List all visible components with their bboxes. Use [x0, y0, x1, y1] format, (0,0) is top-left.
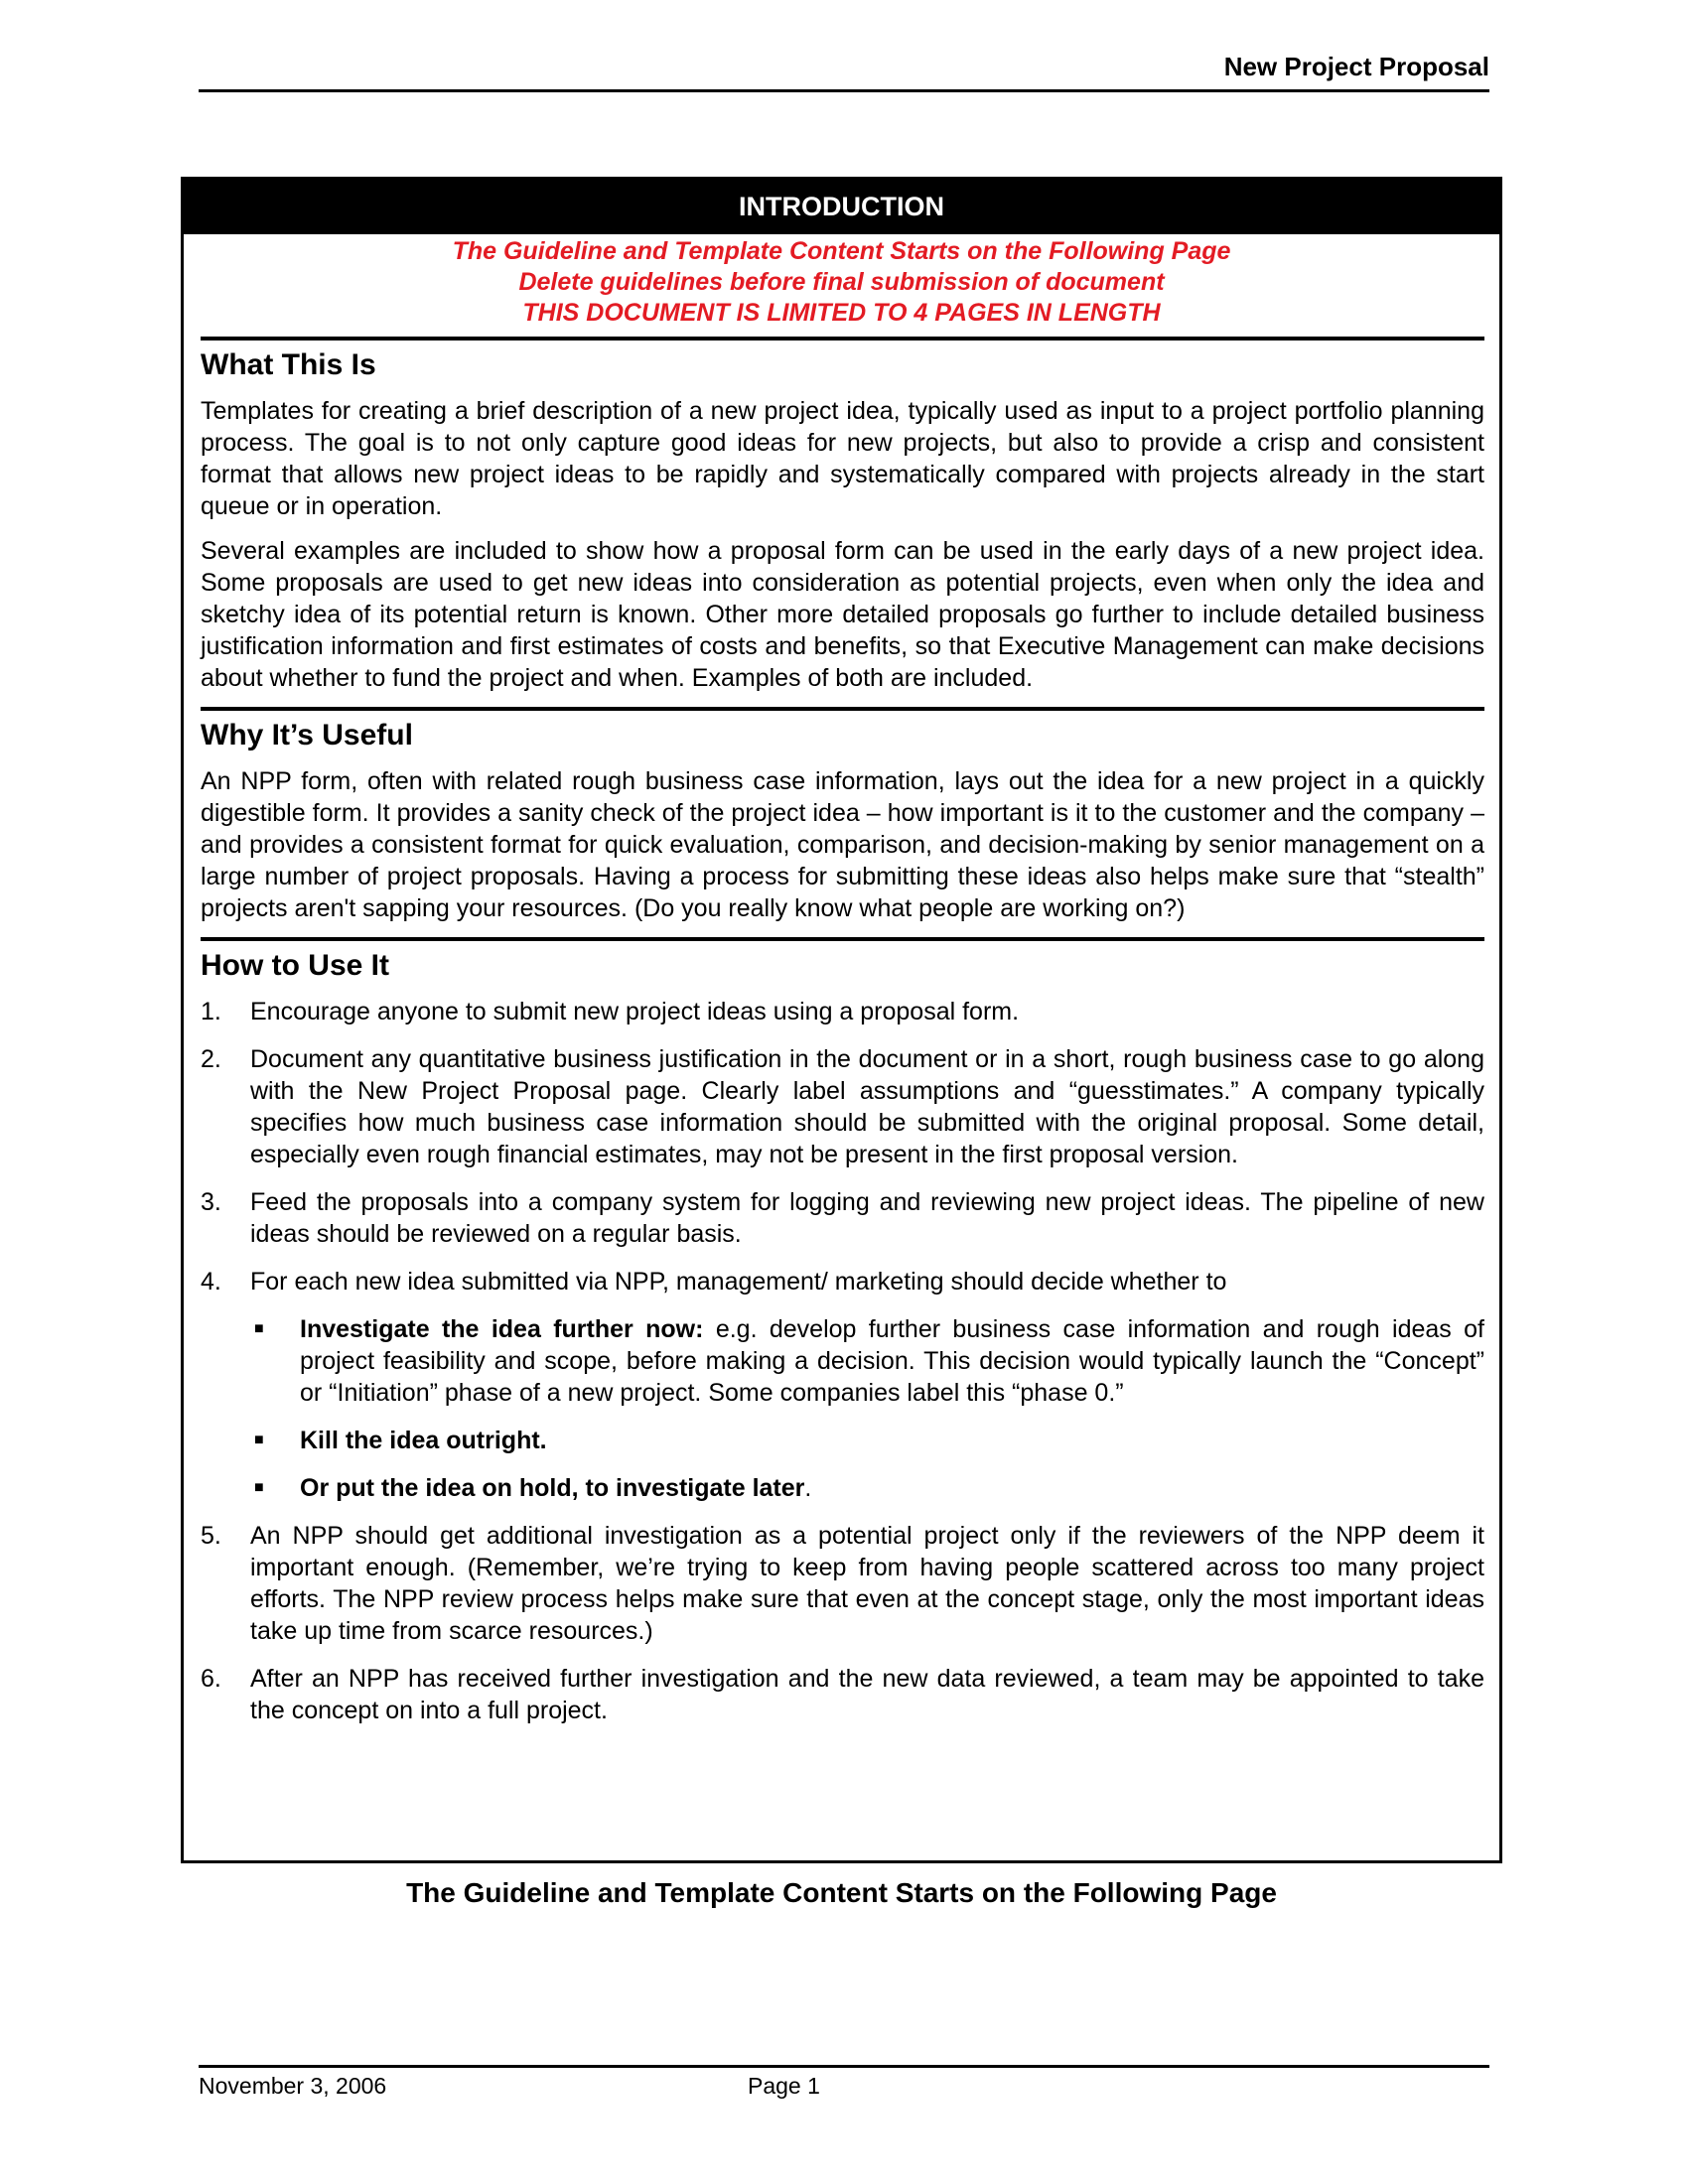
step-text: Document any quantitative business justification in the document or in a short, rough business case to go along with the New Project Proposal page. Clearly label assumptions and “guesstimates.” A company typically specifies how much business case information should be submitted with the original proposal. Some detail, especially even rough financial estimates, may not be present in the first proposal version.	[250, 1045, 1484, 1168]
option-label: Or put the idea on hold, to investigate later	[300, 1474, 805, 1502]
step-text: Feed the proposals into a company system for logging and reviewing new project ideas. The pipeline of new ideas should be reviewed on a regular basis.	[250, 1188, 1484, 1248]
list-item	[201, 1043, 1484, 1170]
footer-rule	[199, 2065, 1489, 2068]
notice-line-1: The Guideline and Template Content Starts on the Following Page	[452, 237, 1231, 265]
footer-note: The Guideline and Template Content Starts on the Following Page	[406, 1877, 1277, 1908]
step-number: 3.	[201, 1188, 221, 1216]
step-number: 1.	[201, 998, 221, 1025]
step-number: 4.	[201, 1268, 221, 1296]
step-text: For each new idea submitted via NPP, management/ marketing should decide whether to	[250, 1268, 1227, 1296]
option-label: Investigate the idea further now:	[300, 1315, 704, 1343]
notice-line-3: THIS DOCUMENT IS LIMITED TO 4 PAGES IN LENGTH	[522, 299, 1161, 327]
step-text: After an NPP has received further investigation and the new data reviewed, a team may be appointed to take the concept on into a full project.	[250, 1665, 1484, 1724]
section-divider	[201, 337, 1484, 341]
section-title-how-to-use: How to Use It	[201, 949, 390, 982]
footer-date: November 3, 2006	[199, 2073, 387, 2099]
option-text: .	[804, 1474, 812, 1502]
footer-page-number: Page 1	[748, 2073, 820, 2099]
option-text: e.g. develop further business case information and rough ideas of project feasibility and scope, before making a decision. This decision would typically launch the “Concept” or “Initiation” phase of a new project. Some companies label this “phase 0.”	[300, 1315, 1485, 1407]
what-paragraph-2: Several examples are included to show how a proposal form can be used in the early days of a new project idea. Some proposals are used to get new ideas into consideration as potential projects, even when only the idea and sketchy idea of its potential return is known. Other more detailed proposals go further to include detailed business justification information and first estimates of costs and benefits, so that Executive Management can make decisions about whether to fund the project and when. Examples of both are included.	[201, 537, 1484, 692]
section-divider	[201, 707, 1484, 711]
option-label: Kill the idea outright.	[300, 1427, 547, 1454]
step-number: 6.	[201, 1665, 221, 1693]
step-number: 5.	[201, 1522, 221, 1550]
steps-list	[201, 996, 1484, 1726]
list-item	[201, 1266, 1484, 1504]
list-item	[201, 1186, 1484, 1250]
square-bullet-icon: ■	[254, 1479, 264, 1496]
step-text: An NPP should get additional investigation as a potential project only if the reviewers of the NPP deem it important enough. (Remember, we’re trying to keep from having people scattered across too many project efforts. The NPP review process helps make sure that even at the concept stage, only the most important ideas take up time from scarce resources.)	[250, 1522, 1484, 1645]
introduction-box	[181, 177, 1502, 1863]
what-paragraph-1: Templates for creating a brief description of a new project idea, typically used as input to a project portfolio planning process. The goal is to not only capture good ideas for new projects, but also to provide a crisp and consistent format that allows new project ideas to be rapidly and systematically compared with projects already in the start queue or in operation.	[201, 397, 1484, 520]
header-rule	[199, 89, 1489, 92]
step-number: 2.	[201, 1045, 221, 1073]
why-paragraph-1: An NPP form, often with related rough business case information, lays out the idea for a new project in a quickly digestible form. It provides a sanity check of the project idea – how important is it to the customer and the company – and provides a consistent format for quick evaluation, comparison, and decision-making by senior management on a large number of project proposals. Having a process for submitting these ideas also helps make sure that “stealth” projects aren't sapping your resources. (Do you really know what people are working on?)	[201, 767, 1484, 922]
notice-line-2: Delete guidelines before final submission of document	[518, 268, 1165, 296]
list-item	[250, 1425, 1484, 1456]
step-text: Encourage anyone to submit new project ideas using a proposal form.	[250, 998, 1020, 1025]
list-item	[201, 996, 1484, 1027]
section-divider	[201, 937, 1484, 941]
section-title-why-useful: Why It’s Useful	[201, 719, 413, 751]
list-item	[201, 1663, 1484, 1726]
square-bullet-icon: ■	[254, 1432, 264, 1448]
square-bullet-icon: ■	[254, 1320, 264, 1337]
list-item	[250, 1313, 1484, 1409]
guideline-notice	[184, 236, 1499, 329]
list-item	[250, 1472, 1484, 1504]
list-item	[201, 1520, 1484, 1647]
decision-options-list	[250, 1313, 1484, 1504]
section-title-what-this-is: What This Is	[201, 348, 376, 381]
header-title: New Project Proposal	[1223, 52, 1489, 81]
introduction-heading: INTRODUCTION	[184, 180, 1499, 234]
